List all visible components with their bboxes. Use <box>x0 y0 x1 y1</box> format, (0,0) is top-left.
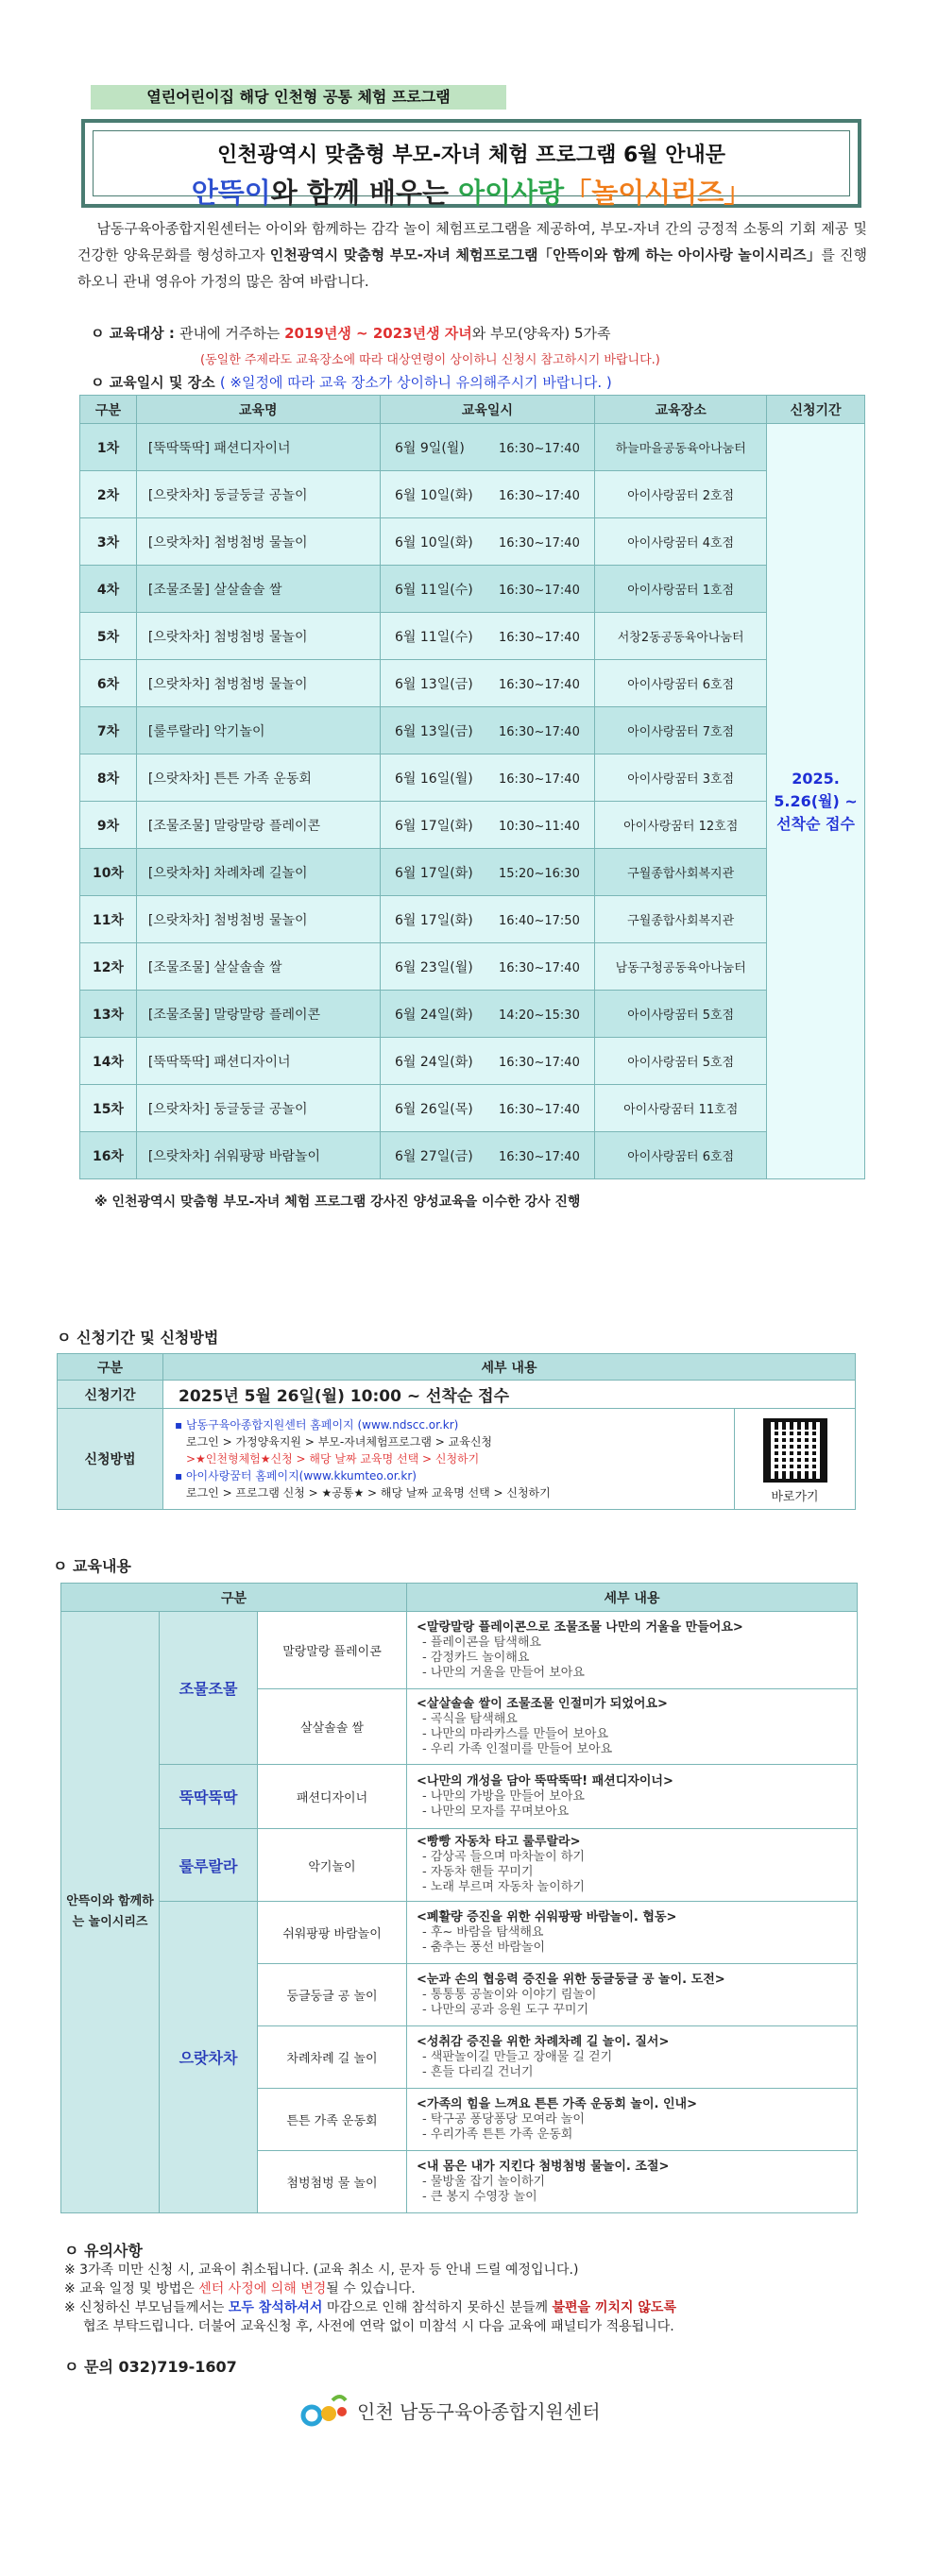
schedule-course: [으랏차차] 첨벙첨벙 물놀이 <box>136 518 380 566</box>
footer-org-name: 인천 남동구육아종합지원센터 <box>357 2399 601 2423</box>
schedule-course: [으랏차차] 둥글둥글 공놀이 <box>136 471 380 518</box>
schedule-date: 6월 11일(수) <box>395 629 473 645</box>
contents-detail <box>407 1964 858 2026</box>
sched-header-datetime: 교육일시 <box>380 396 595 424</box>
apply-method-label: 신청방법 <box>58 1409 163 1510</box>
site1-path: 로그인 > 가정양육지원 > 부모-자녀체험프로그램 > 교육신청 <box>186 1435 492 1449</box>
intro-text-b: 인천광역시 맞춤형 부모-자녀 체험프로그램「안뜩이와 함께 하는 아이사랑 놀이시리즈」 <box>269 246 822 263</box>
schedule-course: [으랏차차] 쉬워팡팡 바람놀이 <box>136 1132 380 1179</box>
schedule-note: ( ※일정에 따라 교육 장소가 상이하니 유의해주시기 바랍니다. ) <box>219 374 612 391</box>
schedule-time: 16:30~17:40 <box>499 488 580 503</box>
schedule-course: [뚝딱뚝딱] 패션디자이너 <box>136 424 380 471</box>
schedule-datetime <box>380 1038 595 1085</box>
apply-header-category: 구분 <box>58 1354 163 1381</box>
note-3-d: 불편을 끼치지 않도록 <box>552 2300 676 2315</box>
contents-detail <box>407 2089 858 2151</box>
schedule-date: 6월 13일(금) <box>395 676 473 692</box>
schedule-course: [조물조물] 말랑말랑 플레이콘 <box>136 802 380 849</box>
note-3-b: 모두 참석하셔서 <box>228 2300 323 2315</box>
contents-detail-item: - 통통통 공놀이와 이야기 림놀이 <box>422 1987 597 2002</box>
schedule-date: 6월 16일(월) <box>395 771 473 787</box>
contents-detail-item: - 곡식을 탐색해요 <box>422 1711 518 1726</box>
title-line1: 인천광역시 맞춤형 부모-자녀 체험 프로그램 6월 안내문 <box>217 144 725 167</box>
schedule-date: 6월 26일(목) <box>395 1101 473 1117</box>
title-part-b: 와 함께 배우는 <box>270 177 459 209</box>
schedule-course: [조물조물] 살살솔솔 쌀 <box>136 943 380 991</box>
schedule-datetime <box>380 660 595 707</box>
schedule-num: 1차 <box>80 424 137 471</box>
schedule-row <box>80 471 865 518</box>
contents-detail-item: - 노래 부르며 자동차 놀이하기 <box>422 1880 585 1894</box>
contents-detail-item: - 자동차 핸들 꾸미기 <box>422 1865 534 1879</box>
contact-line: ㅇ 문의 032)719-1607 <box>64 2358 237 2376</box>
contents-detail <box>407 1902 858 1964</box>
schedule-course: [으랏차차] 차례차례 길놀이 <box>136 849 380 896</box>
contents-detail-item: - 흔들 다리길 건너기 <box>422 2064 534 2079</box>
schedule-num: 4차 <box>80 566 137 613</box>
intro-paragraph <box>77 215 867 295</box>
contents-series: 안뜩이와 함께하는 놀이시리즈 <box>61 1612 160 2213</box>
schedule-row <box>80 943 865 991</box>
contents-detail-title: <성취감 증진을 위한 차례차례 길 놀이. 질서> <box>417 2034 670 2049</box>
contents-prog: 첨벙첨벙 물 놀이 <box>258 2151 407 2213</box>
schedule-date: 6월 17일(화) <box>395 865 473 881</box>
contents-cat-2: 뚝딱뚝딱 <box>160 1765 258 1829</box>
schedule-datetime <box>380 1085 595 1132</box>
schedule-course: [조물조물] 살살솔솔 쌀 <box>136 566 380 613</box>
schedule-time: 16:30~17:40 <box>499 535 580 551</box>
schedule-datetime <box>380 943 595 991</box>
contents-detail-title: <빵빵 자동차 타고 룰루랄라> <box>417 1835 581 1849</box>
schedule-date: 6월 10일(화) <box>395 534 473 551</box>
schedule-place: 구월종합사회복지관 <box>595 849 767 896</box>
schedule-num: 16차 <box>80 1132 137 1179</box>
note-2-c: 될 수 있습니다. <box>326 2281 416 2296</box>
schedule-num: 6차 <box>80 660 137 707</box>
schedule-date: 6월 13일(금) <box>395 723 473 739</box>
schedule-row <box>80 1038 865 1085</box>
schedule-time: 16:30~17:40 <box>499 441 580 456</box>
contents-cat-1: 조물조물 <box>160 1612 258 1765</box>
apply-method-detail <box>163 1409 735 1510</box>
schedule-date: 6월 9일(월) <box>395 440 465 456</box>
schedule-time: 15:20~16:30 <box>499 866 580 881</box>
site2-link[interactable]: ▪ 아이사랑꿈터 홈페이지(www.kkumteo.or.kr) <box>175 1469 417 1483</box>
target-text-b: 와 부모(양육자) 5가족 <box>471 325 611 342</box>
note-3 <box>64 2298 877 2317</box>
schedule-row <box>80 754 865 802</box>
schedule-num: 5차 <box>80 613 137 660</box>
schedule-row <box>80 707 865 754</box>
schedule-row <box>80 802 865 849</box>
apply-header-detail: 세부 내용 <box>163 1354 856 1381</box>
contents-prog: 패션디자이너 <box>258 1765 407 1829</box>
schedule-num: 9차 <box>80 802 137 849</box>
title-box <box>81 119 861 208</box>
contents-prog: 쉬워팡팡 바람놀이 <box>258 1902 407 1964</box>
schedule-place: 구월종합사회복지관 <box>595 896 767 943</box>
contents-detail-title: <나만의 개성을 담아 뚝딱뚝딱! 패션디자이너> <box>417 1773 673 1788</box>
contents-detail <box>407 1765 858 1829</box>
schedule-datetime <box>380 566 595 613</box>
schedule-time: 10:30~11:40 <box>499 819 580 834</box>
note-3-e: 협조 부탁드립니다. 더불어 교육신청 후, 사전에 연락 없이 미참석 시 다음 교육에 패널티가 적용됩니다. <box>83 2319 674 2334</box>
schedule-place: 아이사랑꿈터 4호점 <box>595 518 767 566</box>
schedule-place: 아이사랑꿈터 11호점 <box>595 1085 767 1132</box>
contents-detail-item: - 후~ 바람을 탐색해요 <box>422 1924 544 1940</box>
notes-section <box>64 2242 877 2336</box>
schedule-num: 2차 <box>80 471 137 518</box>
schedule-row <box>80 849 865 896</box>
contents-detail-item: - 큰 봉지 수영장 놀이 <box>422 2189 537 2204</box>
schedule-date: 6월 27일(금) <box>395 1148 473 1164</box>
schedule-num: 11차 <box>80 896 137 943</box>
intro-text-a: 남동구육아종합지원센터는 아이와 함께하는 감각 놀이 체험프로그램을 제공하여, 부모-자녀 간의 긍정적 소통의 기회 제공 및 건강한 양육문화를 형성하고자 <box>77 220 867 263</box>
title-part-a: 안뜩이 <box>191 177 271 209</box>
schedule-datetime <box>380 802 595 849</box>
qr-label: 바로가기 <box>771 1489 819 1504</box>
schedule-date: 6월 10일(화) <box>395 487 473 503</box>
target-note: (동일한 주제라도 교육장소에 따라 대상연령이 상이하니 신청시 참고하시기 바랍니다.) <box>200 353 660 367</box>
schedule-time: 16:30~17:40 <box>499 1055 580 1070</box>
apply-period-label: 신청기간 <box>58 1381 163 1409</box>
contents-detail-item: - 나만의 마라카스를 만들어 보아요 <box>422 1726 609 1741</box>
schedule-time: 16:30~17:40 <box>499 771 580 787</box>
schedule-datetime <box>380 471 595 518</box>
site1-path2: >★인천형체험★신청 > 해당 날짜 교육명 선택 > 신청하기 <box>186 1452 480 1466</box>
qr-code-icon[interactable] <box>763 1418 827 1483</box>
schedule-num: 12차 <box>80 943 137 991</box>
schedule-course: [으랏차차] 첨벙첨벙 물놀이 <box>136 660 380 707</box>
footer <box>298 2391 639 2429</box>
schedule-course: [조물조물] 말랑말랑 플레이콘 <box>136 991 380 1038</box>
schedule-datetime <box>380 754 595 802</box>
contents-section-title: ㅇ 교육내용 <box>53 1557 131 1575</box>
note-3-c: 마감으로 인해 참석하지 못하신 분들께 <box>322 2300 553 2315</box>
schedule-row <box>80 566 865 613</box>
schedule-datetime <box>380 613 595 660</box>
schedule-time: 16:30~17:40 <box>499 960 580 975</box>
sched-header-apply: 신청기간 <box>767 396 865 424</box>
schedule-num: 8차 <box>80 754 137 802</box>
target-years: 2019년생 ~ 2023년생 자녀 <box>284 325 472 342</box>
contents-header-category: 구분 <box>61 1584 407 1612</box>
schedule-num: 10차 <box>80 849 137 896</box>
sched-header-place: 교육장소 <box>595 396 767 424</box>
schedule-date: 6월 17일(화) <box>395 818 473 834</box>
contents-detail-item: - 나만의 공과 응원 도구 꾸미기 <box>422 2002 589 2017</box>
schedule-row <box>80 424 865 471</box>
schedule-row <box>80 660 865 707</box>
contents-detail-item: - 나만의 모자를 꾸며보아요 <box>422 1804 570 1819</box>
contents-detail-item: - 춤추는 풍선 바람놀이 <box>422 1940 546 1955</box>
contents-cat-4: 으랏차차 <box>160 1902 258 2213</box>
intro-text-c: 를 진행하오니 관내 영유아 가정의 많은 참여 바랍니다. <box>77 246 867 290</box>
contents-detail-item: - 감상곡 들으며 마차놀이 하기 <box>422 1850 585 1864</box>
schedule-place: 하늘마을공동육아나눔터 <box>595 424 767 471</box>
schedule-time: 16:30~17:40 <box>499 630 580 645</box>
schedule-place: 아이사랑꿈터 5호점 <box>595 1038 767 1085</box>
schedule-row <box>80 518 865 566</box>
contents-detail-item: - 우리가족 튼튼 가족 운동회 <box>422 2127 573 2142</box>
contents-detail-item: - 우리 가족 인절미를 만들어 보아요 <box>422 1741 613 1756</box>
title-part-c: 아이사랑 <box>458 177 565 209</box>
contents-detail <box>407 1689 858 1765</box>
schedule-heading <box>91 372 612 392</box>
note-3-a: ※ 신청하신 부모님들께서는 <box>64 2300 229 2315</box>
schedule-time: 16:30~17:40 <box>499 583 580 598</box>
schedule-course: [으랏차차] 튼튼 가족 운동회 <box>136 754 380 802</box>
schedule-num: 15차 <box>80 1085 137 1132</box>
note-2-b: 센터 사정에 의해 변경 <box>198 2281 327 2296</box>
contents-prog: 말랑말랑 플레이콘 <box>258 1612 407 1689</box>
contents-detail-item: - 물방울 잡기 놀이하기 <box>422 2174 546 2189</box>
note-2-a: ※ 교육 일정 및 방법은 <box>64 2281 199 2296</box>
contents-prog: 차례차례 길 놀이 <box>258 2026 407 2089</box>
contents-detail-title: <내 몸은 내가 지킨다 첨벙첨벙 물놀이. 조절> <box>417 2159 670 2174</box>
contents-detail <box>407 1612 858 1689</box>
schedule-time: 14:20~15:30 <box>499 1008 580 1023</box>
schedule-place: 아이사랑꿈터 6호점 <box>595 660 767 707</box>
contents-prog: 둥글둥글 공 놀이 <box>258 1964 407 2026</box>
program-tag: 열린어린이집 해당 인천형 공통 체험 프로그램 <box>91 85 506 110</box>
schedule-num: 7차 <box>80 707 137 754</box>
title-part-d: 「놀이시리즈」 <box>564 177 752 209</box>
schedule-time: 16:30~17:40 <box>499 1102 580 1117</box>
contents-detail-item: - 나만의 가방을 만들어 보아요 <box>422 1788 585 1804</box>
schedule-row <box>80 896 865 943</box>
schedule-label: ㅇ 교육일시 및 장소 <box>91 374 220 391</box>
schedule-row <box>80 1085 865 1132</box>
contents-detail-title: <살살솔솔 쌀이 조물조물 인절미가 되었어요> <box>417 1696 668 1711</box>
notes-title: ㅇ 유의사항 <box>64 2242 143 2260</box>
site2-path: 로그인 > 프로그램 신청 > ★공통★ > 해당 날짜 교육명 선택 > 신청하기 <box>186 1486 551 1500</box>
contents-prog: 튼튼 가족 운동회 <box>258 2089 407 2151</box>
note-1: ※ 3가족 미만 신청 시, 교육이 취소됩니다. (교육 취소 시, 문자 등 안내 드릴 예정입니다.) <box>64 2262 579 2278</box>
schedule-time: 16:30~17:40 <box>499 677 580 692</box>
schedule-course: [으랏차차] 첨벙첨벙 물놀이 <box>136 613 380 660</box>
contents-detail <box>407 2151 858 2213</box>
schedule-place: 아이사랑꿈터 1호점 <box>595 566 767 613</box>
contents-detail-item: - 나만의 거울을 만들어 보아요 <box>422 1665 585 1680</box>
application-table <box>57 1353 856 1510</box>
contents-detail-item: - 플레이콘을 탐색해요 <box>422 1635 541 1650</box>
contents-detail <box>407 2026 858 2089</box>
schedule-course: [으랏차차] 첨벙첨벙 물놀이 <box>136 896 380 943</box>
contents-header-detail: 세부 내용 <box>407 1584 858 1612</box>
schedule-row <box>80 1132 865 1179</box>
contents-prog: 살살솔솔 쌀 <box>258 1689 407 1765</box>
schedule-datetime <box>380 896 595 943</box>
schedule-date: 6월 24일(화) <box>395 1054 473 1070</box>
schedule-place: 남동구청공동육아나눔터 <box>595 943 767 991</box>
schedule-date: 6월 11일(수) <box>395 582 473 598</box>
schedule-table <box>79 395 865 1179</box>
schedule-datetime <box>380 707 595 754</box>
apply-period-value: 2025년 5월 26일(월) 10:00 ~ 선착순 접수 <box>163 1381 856 1409</box>
target-label: ㅇ 교육대상 : <box>91 325 180 342</box>
contents-detail-item: - 감정카드 놀이해요 <box>422 1650 530 1665</box>
note-2 <box>64 2279 877 2298</box>
schedule-place: 아이사랑꿈터 7호점 <box>595 707 767 754</box>
sched-header-num: 구분 <box>80 396 137 424</box>
schedule-time: 16:40~17:50 <box>499 913 580 928</box>
schedule-datetime <box>380 991 595 1038</box>
schedule-date: 6월 23일(월) <box>395 959 473 975</box>
schedule-place: 아이사랑꿈터 2호점 <box>595 471 767 518</box>
contents-cat-3: 룰루랄라 <box>160 1829 258 1902</box>
contents-table <box>60 1583 858 2213</box>
schedule-time: 16:30~17:40 <box>499 724 580 739</box>
qr-cell[interactable] <box>735 1409 856 1510</box>
contents-detail-item: - 색판놀이길 만들고 장애물 길 걷기 <box>422 2049 613 2064</box>
schedule-footnote: ※ 인천광역시 맞춤형 부모-자녀 체험 프로그램 강사진 양성교육을 이수한 강사 진행 <box>94 1195 581 1210</box>
schedule-row <box>80 991 865 1038</box>
schedule-num: 14차 <box>80 1038 137 1085</box>
schedule-place: 아이사랑꿈터 12호점 <box>595 802 767 849</box>
schedule-course: [룰루랄라] 악기놀이 <box>136 707 380 754</box>
contents-detail-title: <눈과 손의 협응력 증진을 위한 둥글둥글 공 놀이. 도전> <box>417 1972 725 1987</box>
schedule-num: 13차 <box>80 991 137 1038</box>
schedule-date: 6월 17일(화) <box>395 912 473 928</box>
schedule-time: 16:30~17:40 <box>499 1149 580 1164</box>
target-text-a: 관내에 거주하는 <box>179 325 285 342</box>
contents-detail-title: <폐활량 증진을 위한 쉬워팡팡 바람놀이. 협동> <box>417 1909 677 1924</box>
site1-link[interactable]: ▪ 남동구육아종합지원센터 홈페이지 (www.ndscc.or.kr) <box>175 1418 459 1432</box>
title-line2 <box>94 172 849 211</box>
contents-detail-title: <말랑말랑 플레이콘으로 조물조물 나만의 거울을 만들어요> <box>417 1619 743 1635</box>
schedule-apply-period: 2025. 5.26(월) ~ 선착순 접수 <box>767 424 865 1179</box>
sched-header-course: 교육명 <box>136 396 380 424</box>
contents-prog: 악기놀이 <box>258 1829 407 1902</box>
target-line <box>91 323 610 343</box>
schedule-datetime <box>380 518 595 566</box>
apply-section-title: ㅇ 신청기간 및 신청방법 <box>57 1329 219 1347</box>
schedule-course: [으랏차차] 둥글둥글 공놀이 <box>136 1085 380 1132</box>
schedule-datetime <box>380 424 595 471</box>
schedule-place: 아이사랑꿈터 6호점 <box>595 1132 767 1179</box>
schedule-place: 아이사랑꿈터 3호점 <box>595 754 767 802</box>
schedule-course: [뚝딱뚝딱] 패션디자이너 <box>136 1038 380 1085</box>
contents-detail-item: - 탁구공 퐁당퐁당 모여라 놀이 <box>422 2111 585 2127</box>
schedule-place: 아이사랑꿈터 5호점 <box>595 991 767 1038</box>
schedule-place: 서창2동공동육아나눔터 <box>595 613 767 660</box>
schedule-datetime <box>380 1132 595 1179</box>
center-logo-icon <box>298 2391 349 2429</box>
schedule-num: 3차 <box>80 518 137 566</box>
contents-detail-title: <가족의 힘을 느껴요 튼튼 가족 운동회 놀이. 인내> <box>417 2096 698 2111</box>
contents-detail <box>407 1829 858 1902</box>
schedule-row <box>80 613 865 660</box>
schedule-date: 6월 24일(화) <box>395 1007 473 1023</box>
schedule-datetime <box>380 849 595 896</box>
